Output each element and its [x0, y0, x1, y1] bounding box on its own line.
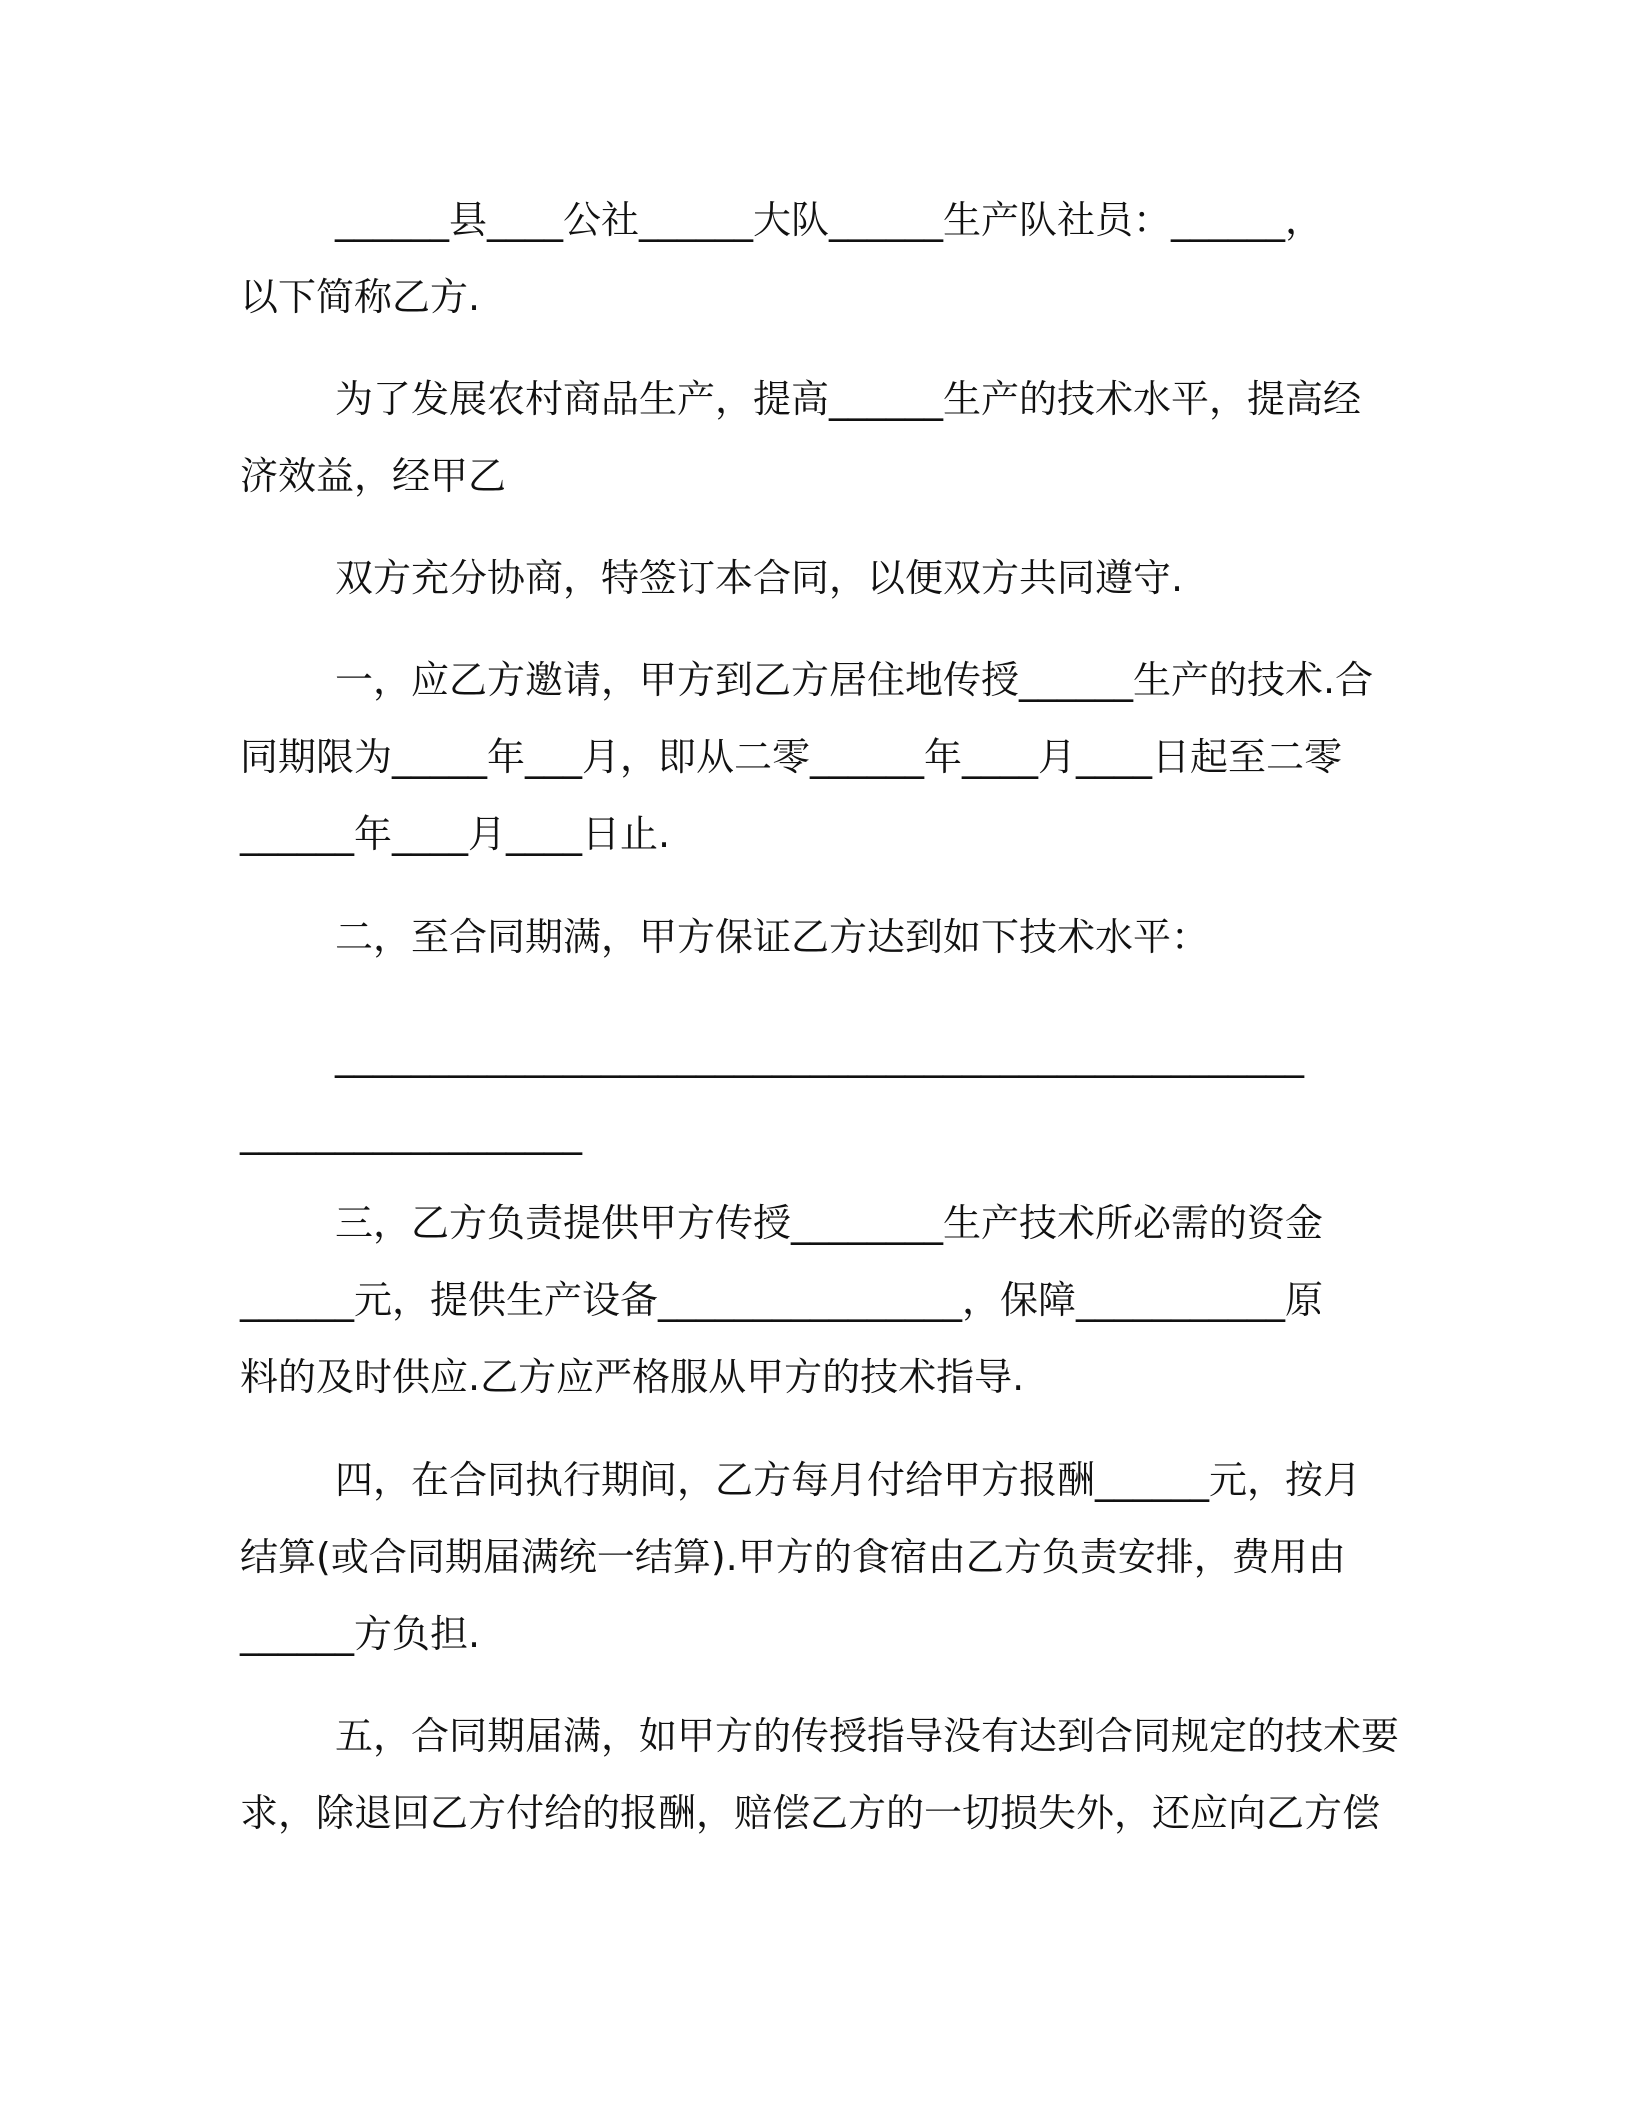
- text-line: 二，至合同期满，甲方保证乙方达到如下技术水平：: [335, 915, 1210, 959]
- clause-three: [240, 1185, 1380, 1416]
- clause-five: [240, 1698, 1400, 1852]
- text-line: 料的及时供应.乙方应严格服从甲方的技术指导.: [240, 1355, 1025, 1399]
- text-line: ______元，提供生产设备________________，保障___________原: [240, 1278, 1324, 1322]
- paragraph-purpose: [240, 361, 1380, 515]
- text-line: 济效益，经甲乙: [240, 454, 507, 498]
- blank-line: __________________: [240, 1111, 582, 1155]
- text-line: ______年____月____日止.: [240, 812, 671, 856]
- text-line: 结算(或合同期届满统一结算).甲方的食宿由乙方负责安排，费用由: [240, 1535, 1346, 1579]
- clause-one: [240, 642, 1380, 873]
- text-line: ______方负担.: [240, 1612, 481, 1656]
- text-line: 五，合同期届满，如甲方的传授指导没有达到合同规定的技术要: [335, 1714, 1400, 1758]
- paragraph-agreement: [240, 540, 1380, 617]
- text-line: 双方充分协商，特签订本合同，以便双方共同遵守.: [335, 556, 1184, 600]
- blank-line: ___________________________________________________: [335, 1034, 1304, 1078]
- text-line: ______县____公社______大队______生产队社员：______，: [335, 198, 1324, 242]
- text-line: 为了发展农村商品生产，提高______生产的技术水平，提高经: [335, 377, 1362, 421]
- clause-two: [240, 899, 1380, 976]
- text-line: 同期限为_____年___月，即从二零______年____月____日起至二零: [240, 735, 1343, 779]
- text-line: 一，应乙方邀请，甲方到乙方居住地传授______生产的技术.合: [335, 658, 1374, 702]
- text-line: 三，乙方负责提供甲方传授________生产技术所必需的资金: [335, 1201, 1324, 1245]
- clause-two-blank-lines: [240, 1018, 1380, 1172]
- text-line: 以下简称乙方.: [240, 275, 481, 319]
- text-line: 求，除退回乙方付给的报酬，赔偿乙方的一切损失外，还应向乙方偿: [240, 1791, 1381, 1835]
- clause-four: [240, 1442, 1380, 1673]
- text-line: 四，在合同执行期间，乙方每月付给甲方报酬______元，按月: [335, 1458, 1362, 1502]
- paragraph-party-b-info: [240, 182, 1380, 336]
